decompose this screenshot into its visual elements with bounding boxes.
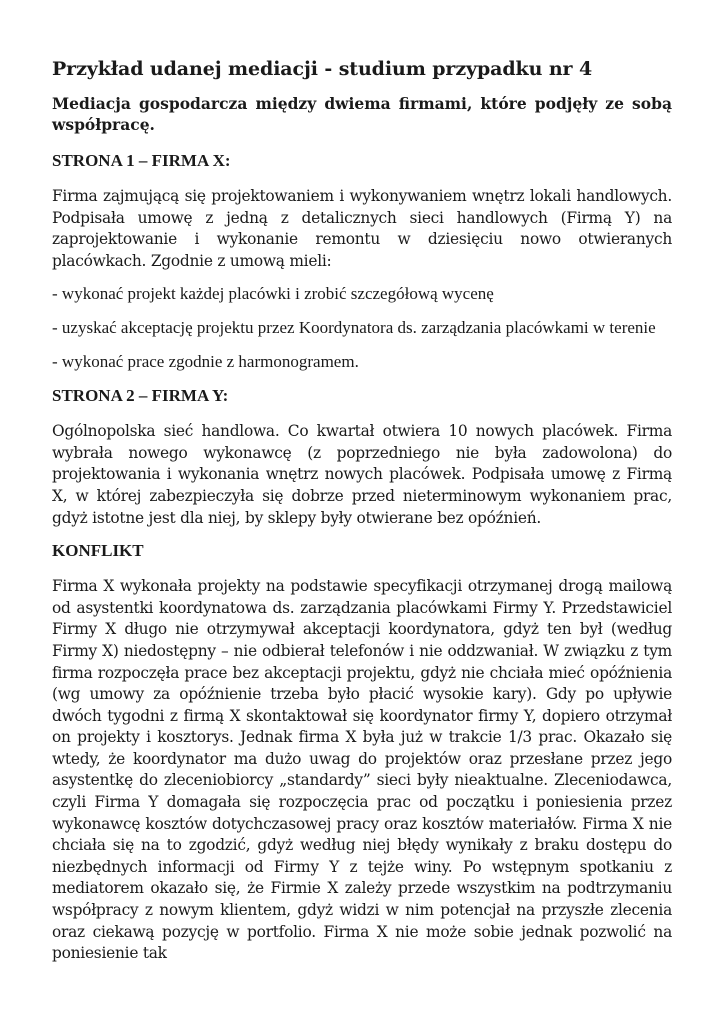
document-title: Przykład udanej mediacji - studium przypadku nr 4	[52, 58, 593, 80]
konflikt-text: Firma X wykonała projekty na podstawie specyfikacji otrzymanej drogą mailową od asystentki koordynatowa ds. zarządzania placówkami Firmy Y. Przedstawiciel Firmy X długo nie otrzymywał akceptacji koordynatora, gdyż ten był (według Firmy X) niedostępny – nie odbierał telefonów i nie oddzwaniał. W związku z tym firma rozpoczęła prace bez akceptacji projektu, gdyż nie chciała mieć opóźnienia (wg umowy za opóźnienie trzeba było płacić wysokie kary). Gdy po upływie dwóch tygodni z firmą X skontaktował się koordynator firmy Y, dopiero otrzymał on projekty i kosztorys. Jednak firma X była już w trakcie 1/3 prac. Okazało się wtedy, że koordynator ma dużo uwag do projektów oraz przesłane przez jego asystentkę do zleceniobiorcy „standardy” sieci były nieaktualne. Zleceniodawca, czyli Firma Y domagała się rozpoczęcia prac od początku i poniesienia przez wykonawcę kosztów dotychczasowej pracy oraz kosztów materiałów. Firma X nie chciała się na to zgodzić, gdyż według niej błędy wynikały z braku dostępu do niezbędnych informacji od Firmy Y z tejże winy. Po wstępnym spotkaniu z mediatorem okazało się, że Firmie X zależy przede wszystkim na podtrzymaniu współpracy z nowym klientem, gdyż widzi w nim potencjał na przyszłe zlecenia oraz ciekawą pozycję w portfolio. Firma X nie może sobie jednak pozwolić na poniesienie tak	[52, 577, 672, 963]
strona-1-bullet-2: - uzyskać akceptację projektu przez Koordynatora ds. zarządzania placówkami w terenie	[52, 317, 656, 337]
strona-1-intro: Firma zajmującą się projektowaniem i wykonywaniem wnętrz lokali handlowych. Podpisała umowę z jedną z detalicznych sieci handlowych (Firmą Y) na zaprojektowanie i wykonanie remontu w dziesięciu nowo otwieranych placówkach. Zgodnie z umową mieli:	[52, 187, 672, 270]
section-heading-konflikt: KONFLIKT	[52, 541, 144, 561]
section-heading-strona-1: STRONA 1 – FIRMA X:	[52, 151, 231, 170]
strona-1-bullet-3: - wykonać prace zgodnie z harmonogramem.	[52, 351, 359, 371]
section-heading-strona-2: STRONA 2 – FIRMA Y:	[52, 386, 229, 406]
document-subtitle: Mediacja gospodarcza między dwiema firmami, które podjęły ze sobą współpracę.	[52, 94, 672, 134]
strona-2-text: Ogólnopolska sieć handlowa. Co kwartał otwiera 10 nowych placówek. Firma wybrała nowego wykonawcę (z poprzedniego nie była zadowolona) do projektowania i wykonania wnętrz nowych placówek. Podpisała umowę z Firmą X, w której zabezpieczyła się dobrze przed nieterminowym wykonaniem prac, gdyż istotne jest dla niej, by sklepy były otwierane bez opóźnień.	[52, 422, 672, 527]
strona-1-bullet-1: - wykonać projekt każdej placówki i zrobić szczegółową wycenę	[52, 284, 494, 304]
document-page	[52, 56, 672, 976]
